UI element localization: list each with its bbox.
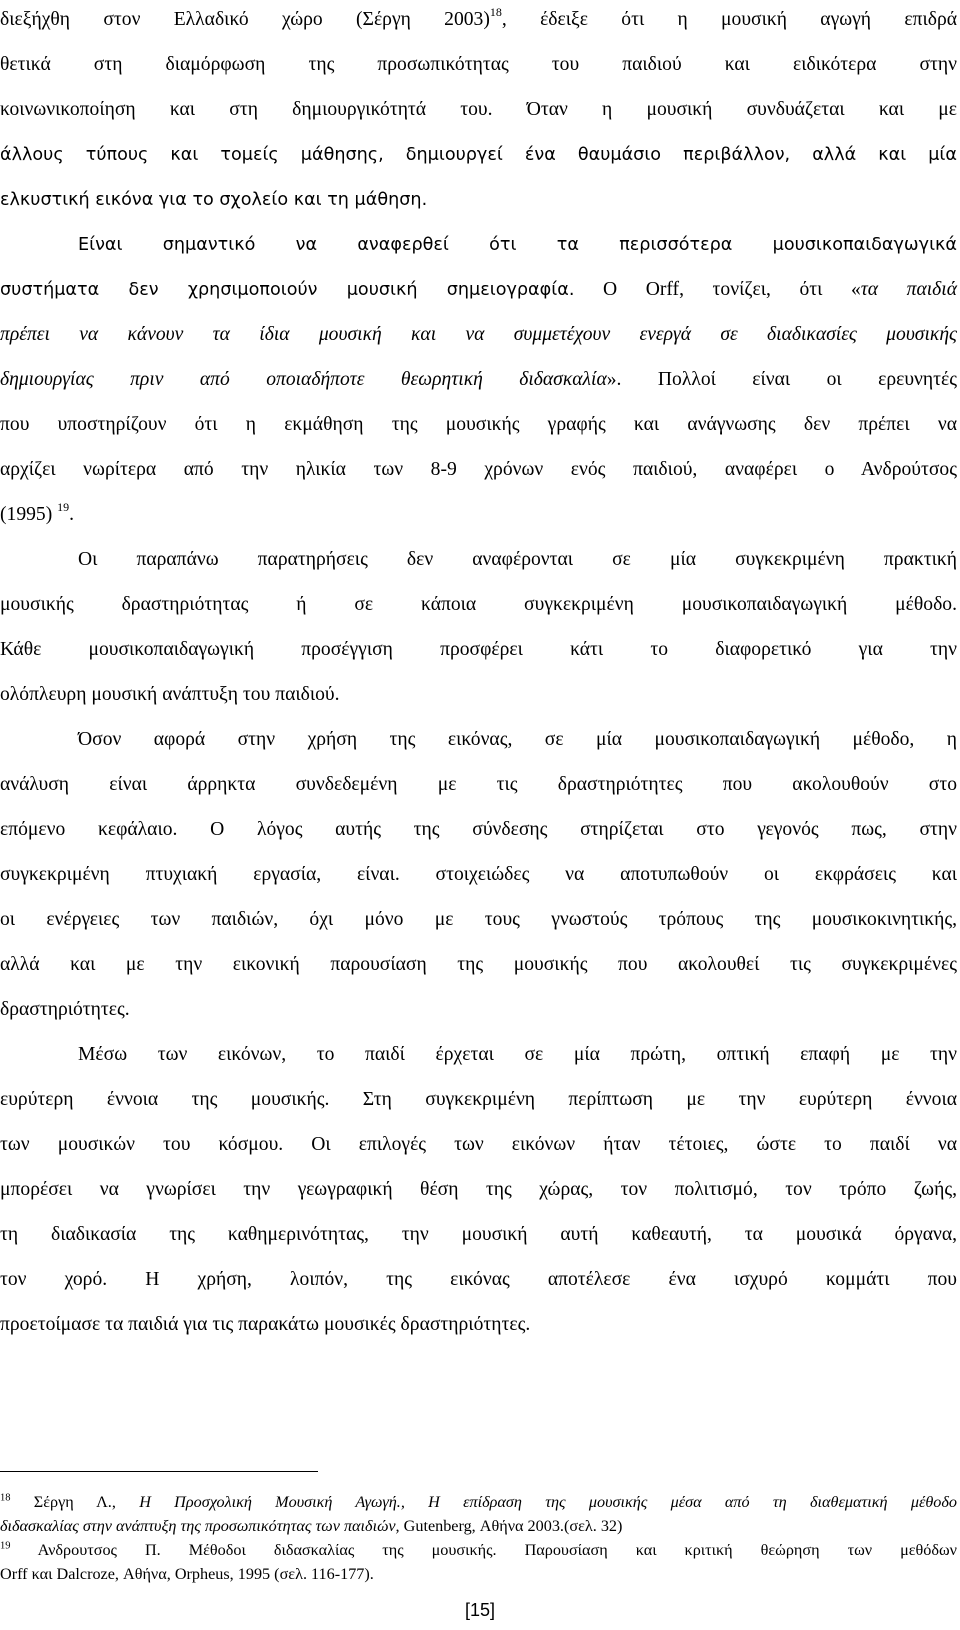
paragraph-5-line-3: των μουσικών του κόσμου. Οι επιλογές των εικόνων ήταν τέτοιες, ώστε το παιδί να (0, 1134, 957, 1155)
footnote-18-line-1 (0, 1492, 957, 1512)
paragraph-3-line-4: ολόπλευρη μουσική ανάπτυξη του παιδιού. (0, 684, 340, 705)
paragraph-4-line-2: ανάλυση είναι άρρηκτα συνδεδεμένη με τις δραστηριότητες που ακολουθούν στο (0, 774, 957, 795)
text-run: Σέργη Λ., (10, 1493, 140, 1511)
book-title: Η Προσχολική Μουσική Αγωγή., Η επίδραση της μουσικής μέσα από τη διαθεματική μέθοδο (139, 1493, 957, 1511)
footnote-19-line-1 (0, 1540, 957, 1560)
paragraph-5-line-5: τη διαδικασία της καθημερινότητας, την μουσική αυτή καθεαυτή, τα μουσικά όργανα, (0, 1224, 957, 1245)
paragraph-2-line-4 (0, 368, 957, 392)
text-run: Πολλοί είναι οι ερευνητές (621, 369, 957, 390)
paragraph-2-line-6: αρχίζει νωρίτερα από την ηλικία των 8-9 χρόνων ενός παιδιού, αναφέρει ο Ανδρούτσος (0, 459, 957, 480)
footnote-separator (0, 1471, 318, 1472)
paragraph-2-line-1: Είναι σημαντικό να αναφερθεί ότι τα περισσότερα μουσικοπαιδαγωγικά (78, 235, 957, 255)
paragraph-4-line-6: αλλά και με την εικονική παρουσίαση της μουσικής που ακολουθεί τις συγκεκριμένες (0, 954, 957, 975)
paragraph-5-line-7: προετοίμασε τα παιδιά για τις παρακάτω μουσικές δραστηριότητες. (0, 1314, 531, 1335)
footnote-18-line-2 (0, 1516, 957, 1536)
book-title: διδασκαλίας στην ανάπτυξη της προσωπικότητας των παιδιών, (0, 1517, 400, 1535)
paragraph-1-line-2: θετικά στη διαμόρφωση της προσωπικότητας του παιδιού και ειδικότερα στην (0, 54, 957, 75)
quote-text: τα παιδιά (860, 279, 958, 300)
paragraph-2-line-5: που υποστηρίζουν ότι η εκμάθηση της μουσικής γραφής και ανάγνωσης δεν πρέπει να (0, 414, 957, 435)
paragraph-4-line-4: συγκεκριμένη πτυχιακή εργασία, είναι. στοιχειώδες να αποτυπωθούν οι εκφράσεις και (0, 864, 957, 885)
text-run: . (69, 504, 75, 525)
page-number: [15] (464, 1600, 496, 1620)
paragraph-1-line-1 (0, 5, 957, 32)
quote-text: δημιουργίας πριν από οποιαδήποτε θεωρητική διδασκαλία (0, 369, 607, 390)
footnote-number: 19 (0, 1540, 11, 1552)
footnote-ref-19[interactable]: 19 (57, 500, 70, 515)
text-run: ». (606, 369, 622, 390)
paragraph-4-line-3: επόμενο κεφάλαιο. Ο λόγος αυτής της σύνδεσης στηρίζεται στο γεγονός πως, στην (0, 819, 957, 840)
text-run: , έδειξε ότι η μουσική αγωγή επιδρά (501, 9, 957, 30)
text-run: διεξήχθη στον Ελλαδικό χώρο (Σέργη 2003) (0, 9, 490, 30)
paragraph-1-line-3: κοινωνικοποίηση και στη δημιουργικότητά του. Όταν η μουσική συνδυάζεται και με (0, 99, 957, 120)
paragraph-5-line-2: ευρύτερη έννοια της μουσικής. Στη συγκεκριμένη περίπτωση με την ευρύτερη έννοια (0, 1089, 957, 1110)
footnote-number: 18 (0, 1492, 11, 1504)
paragraph-4-line-5: οι ενέργειες των παιδιών, όχι μόνο με τους γνωστούς τρόπους της μουσικοκινητικής, (0, 909, 957, 930)
paragraph-2-line-3 (0, 323, 957, 347)
paragraph-1-line-4: άλλους τύπους και τομείς μάθησης, δημιουργεί ένα θαυμάσιο περιβάλλον, αλλά και μία (0, 145, 957, 165)
footnote-19-line-2: Orff και Dalcroze, Αθήνα, Orpheus, 1995 (σελ. 116-177). (0, 1565, 374, 1583)
paragraph-3-line-2: μουσικής δραστηριότητας ή σε κάποια συγκεκριμένη μουσικοπαιδαγωγική μέθοδο. (0, 594, 957, 615)
paragraph-2-line-7 (0, 500, 957, 527)
text-run: Ανδρουτσος Π. Μέθοδοι διδασκαλίας της μουσικής. Παρουσίαση και κριτική θεώρηση των μεθόδων (10, 1541, 957, 1559)
paragraph-4-line-1: Όσον αφορά στην χρήση της εικόνας, σε μία μουσικοπαιδαγωγική μέθοδο, η (78, 729, 957, 750)
footnote-ref-18[interactable]: 18 (489, 5, 502, 20)
text-run: (1995) (0, 504, 53, 525)
paragraph-5-line-4: μπορέσει να γνωρίσει την γεωγραφική θέση της χώρας, τον πολιτισμό, τον τρόπο ζωής, (0, 1179, 957, 1200)
text-run: συστήματα δεν χρησιμοποιούν μουσική σημειογραφία. (0, 280, 575, 300)
text-run: Gutenberg, Αθήνα 2003.(σελ. 32) (399, 1517, 623, 1535)
paragraph-2-line-2 (0, 278, 957, 302)
quote-text: πρέπει να κάνουν τα ίδια μουσική και να συμμετέχουν ενεργά σε διαδικασίες μουσικής (0, 324, 957, 345)
paragraph-4-line-7: δραστηριότητες. (0, 999, 130, 1020)
text-run: Ο Orff, τονίζει, ότι « (574, 279, 861, 300)
paragraph-1-line-5: ελκυστική εικόνα για το σχολείο και τη μάθηση. (0, 190, 428, 210)
paragraph-3-line-3: Κάθε μουσικοπαιδαγωγική προσέγγιση προσφέρει κάτι το διαφορετικό για την (0, 639, 957, 660)
paragraph-3-line-1: Οι παραπάνω παρατηρήσεις δεν αναφέρονται σε μία συγκεκριμένη πρακτική (78, 549, 957, 570)
paragraph-5-line-1: Μέσω των εικόνων, το παιδί έρχεται σε μία πρώτη, οπτική επαφή με την (78, 1044, 957, 1065)
paragraph-5-line-6: τον χορό. Η χρήση, λοιπόν, της εικόνας αποτέλεσε ένα ισχυρό κομμάτι που (0, 1269, 957, 1290)
